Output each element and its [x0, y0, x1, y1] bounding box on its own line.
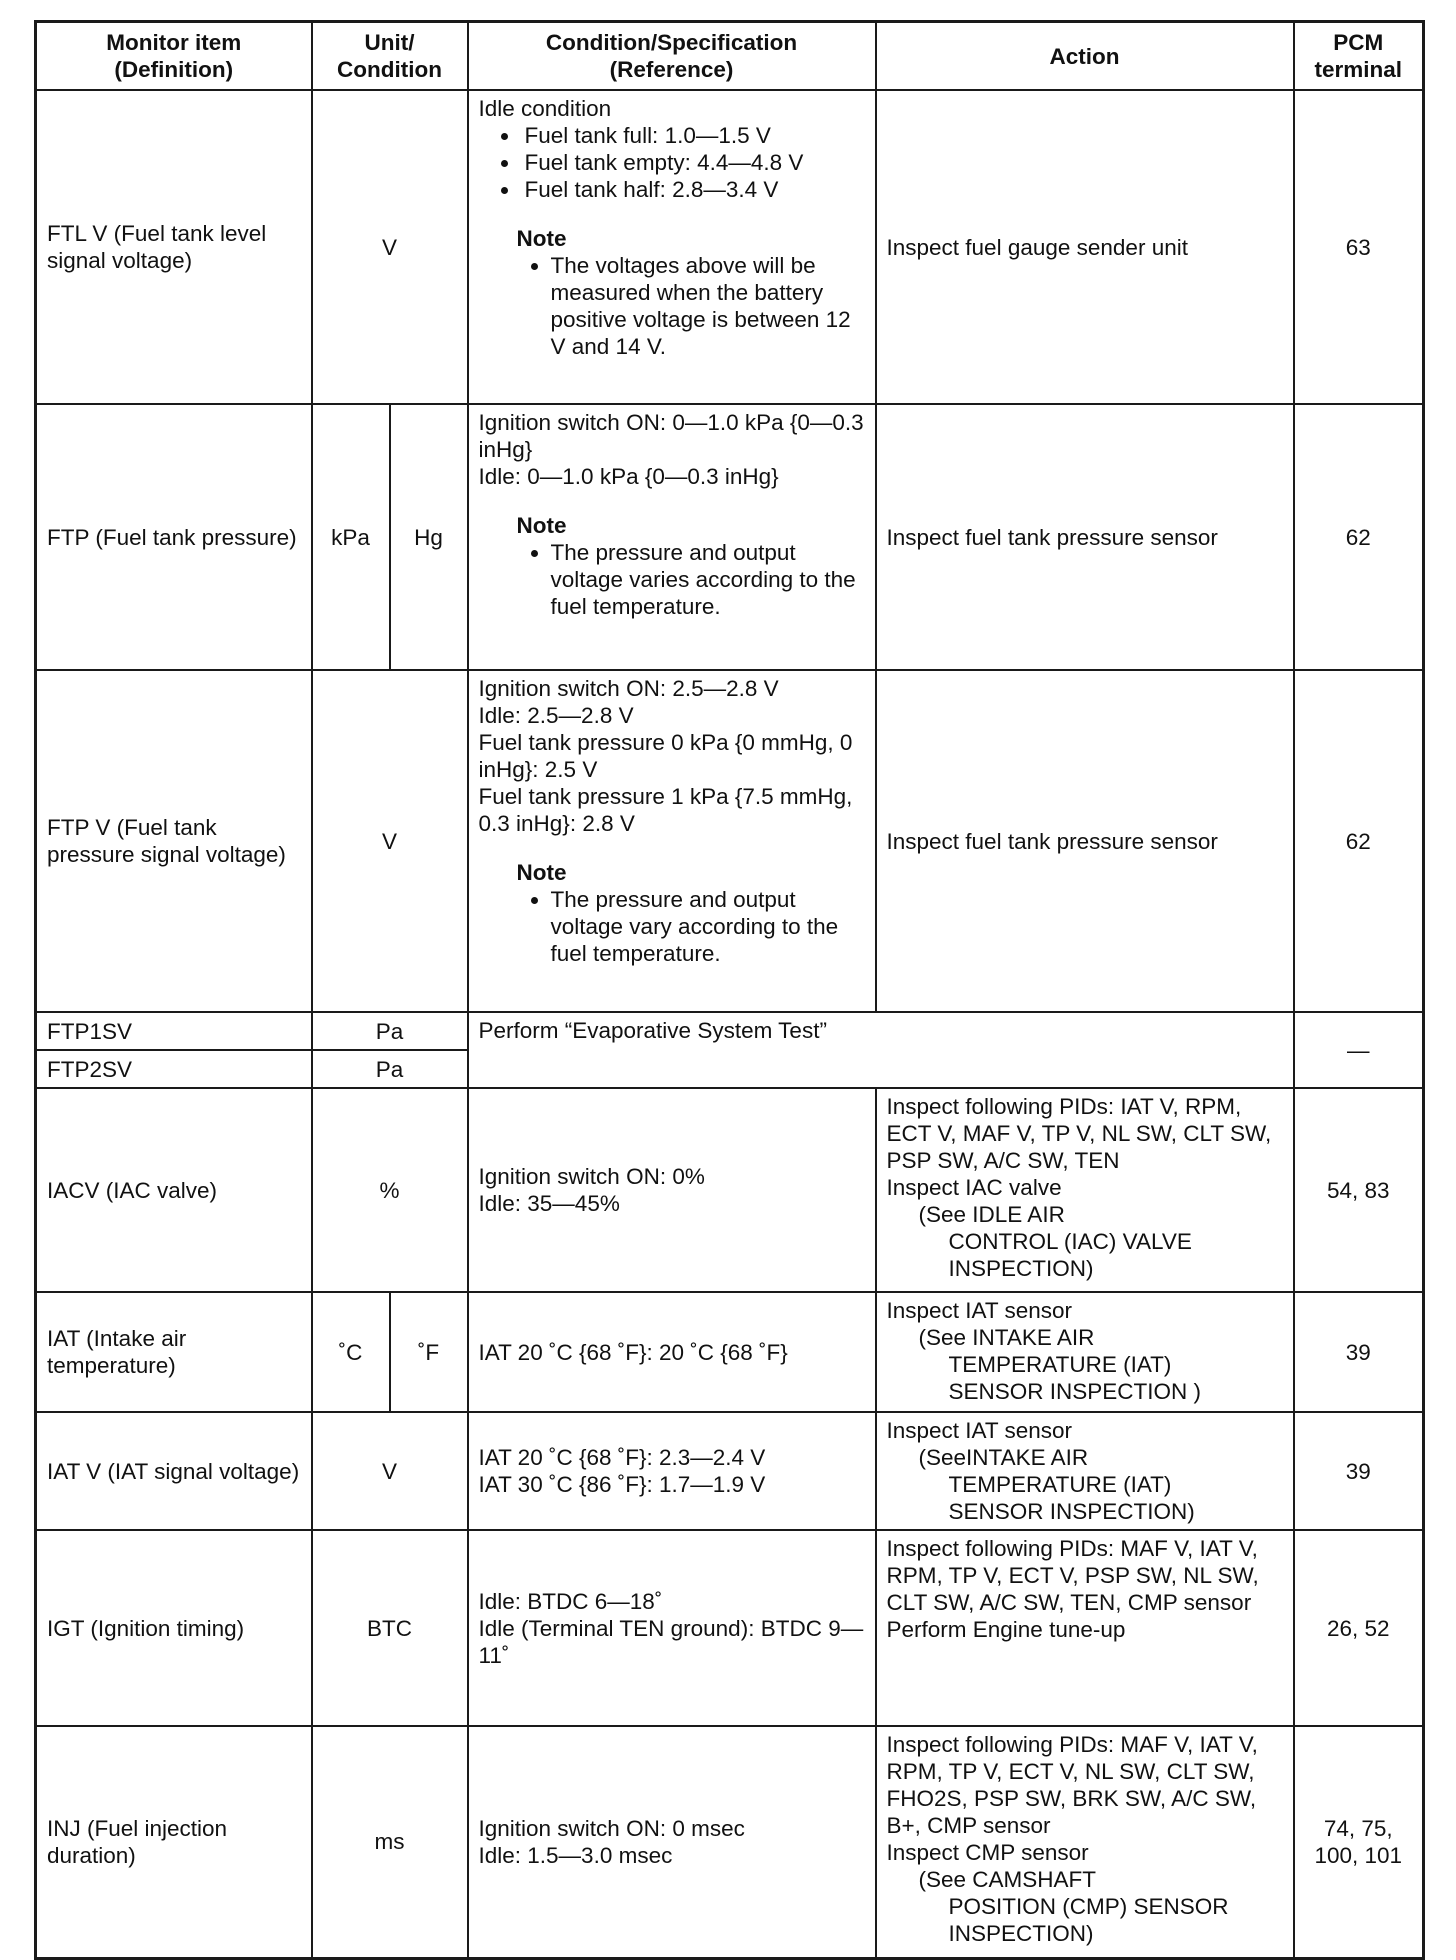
monitor-item: IGT (Ignition timing)	[36, 1530, 312, 1726]
condition: IAT 20 ˚C {68 ˚F}: 20 ˚C {68 ˚F}	[468, 1292, 876, 1412]
unit: V	[312, 670, 468, 1012]
table-row	[36, 1088, 1424, 1292]
condition: IAT 20 ˚C {68 ˚F}: 2.3—2.4 V IAT 30 ˚C {86 ˚F}: 1.7—1.9 V	[468, 1412, 876, 1530]
unit: Pa	[312, 1012, 468, 1050]
monitor-item: IACV (IAC valve)	[36, 1088, 312, 1292]
monitor-item: IAT (Intake air temperature)	[36, 1292, 312, 1412]
pcm-terminal: 62	[1294, 670, 1424, 1012]
note-label: Note	[516, 226, 567, 251]
header-condition: Condition/Specification (Reference)	[468, 22, 876, 91]
table-row	[36, 404, 1424, 670]
table-row	[36, 1530, 1424, 1726]
header-row	[36, 22, 1424, 91]
pcm-terminal: 62	[1294, 404, 1424, 670]
condition: Ignition switch ON: 0% Idle: 35—45%	[468, 1088, 876, 1292]
header-action: Action	[876, 22, 1294, 91]
condition: Ignition switch ON: 0—1.0 kPa {0—0.3 inHg} Idle: 0—1.0 kPa {0—0.3 inHg} Note • The pressure and output voltage varies according to the fuel temperature.	[468, 404, 876, 670]
table-row	[36, 670, 1424, 1012]
unit-primary: kPa	[312, 404, 390, 670]
condition: Ignition switch ON: 2.5—2.8 V Idle: 2.5—2.8 V Fuel tank pressure 0 kPa {0 mmHg, 0 inHg}: 2.5 V Fuel tank pressure 1 kPa {7.5 mmHg, 0.3 inHg}: 2.8 V Note • The pressure and output voltage vary according to the fuel temperature.	[468, 670, 876, 1012]
monitor-item: FTP1SV	[36, 1012, 312, 1050]
header-pcm-terminal: PCM terminal	[1294, 22, 1424, 91]
action: Inspect fuel tank pressure sensor	[876, 670, 1294, 1012]
header-unit: Unit/ Condition	[312, 22, 468, 91]
table-row	[36, 90, 1424, 404]
monitor-item: FTP V (Fuel tank pressure signal voltage)	[36, 670, 312, 1012]
action: Inspect following PIDs: MAF V, IAT V, RPM, TP V, ECT V, PSP SW, NL SW, CLT SW, A/C SW, TEN, CMP sensor Perform Engine tune-up	[876, 1530, 1294, 1726]
action: Inspect following PIDs: MAF V, IAT V, RPM, TP V, ECT V, NL SW, CLT SW, FHO2S, PSP SW, BRK SW, A/C SW, B+, CMP sensor Inspect CMP sensor (See CAMSHAFT POSITION (CMP) SENSOR INSPECTION)	[876, 1726, 1294, 1958]
pcm-terminal: 54, 83	[1294, 1088, 1424, 1292]
note-text: • The pressure and output voltage vary according to the fuel temperature.	[551, 886, 865, 967]
condition: Ignition switch ON: 0 msec Idle: 1.5—3.0 msec	[468, 1726, 876, 1958]
table-row	[36, 1292, 1424, 1412]
action: Inspect following PIDs: IAT V, RPM, ECT V, MAF V, TP V, NL SW, CLT SW, PSP SW, A/C SW, TEN Inspect IAC valve (See IDLE AIR CONTROL (IAC) VALVE INSPECTION)	[876, 1088, 1294, 1292]
monitor-spec-table	[34, 20, 1425, 1960]
condition: Idle: BTDC 6—18˚ Idle (Terminal TEN ground): BTDC 9—11˚	[468, 1530, 876, 1726]
header-monitor-item: Monitor item (Definition)	[36, 22, 312, 91]
action: Inspect IAT sensor (SeeINTAKE AIR TEMPERATURE (IAT) SENSOR INSPECTION)	[876, 1412, 1294, 1530]
monitor-item: IAT V (IAT signal voltage)	[36, 1412, 312, 1530]
pcm-terminal: 74, 75, 100, 101	[1294, 1726, 1424, 1958]
monitor-item: FTP2SV	[36, 1050, 312, 1088]
action: Inspect fuel gauge sender unit	[876, 90, 1294, 404]
unit: V	[312, 1412, 468, 1530]
table-row	[36, 1726, 1424, 1958]
unit: BTC	[312, 1530, 468, 1726]
action: Inspect fuel tank pressure sensor	[876, 404, 1294, 670]
monitor-item: INJ (Fuel injection duration)	[36, 1726, 312, 1958]
table-row	[36, 1012, 1424, 1050]
unit-primary: ˚C	[312, 1292, 390, 1412]
note-text: • The pressure and output voltage varies according to the fuel temperature.	[551, 539, 865, 620]
monitor-item: FTP (Fuel tank pressure)	[36, 404, 312, 670]
pcm-terminal: 39	[1294, 1292, 1424, 1412]
unit: ms	[312, 1726, 468, 1958]
table-row	[36, 1412, 1424, 1530]
unit: V	[312, 90, 468, 404]
note-label: Note	[516, 513, 567, 538]
pcm-terminal: 63	[1294, 90, 1424, 404]
condition: Idle condition • Fuel tank full: 1.0—1.5 V • Fuel tank empty: 4.4—4.8 V • Fuel tank half: 2.8—3.4 V Note • The voltages above will be measured when the battery positive voltage is between 12 V and 14 V.	[468, 90, 876, 404]
unit-secondary: ˚F	[390, 1292, 468, 1412]
pcm-terminal: 26, 52	[1294, 1530, 1424, 1726]
monitor-item: FTL V (Fuel tank level signal voltage)	[36, 90, 312, 404]
note-text: • The voltages above will be measured when the battery positive voltage is between 12 V and 14 V.	[551, 252, 865, 360]
condition-action-merged: Perform “Evaporative System Test”	[468, 1012, 1294, 1088]
pcm-terminal: —	[1294, 1012, 1424, 1088]
unit-secondary: Hg	[390, 404, 468, 670]
note-label: Note	[516, 860, 567, 885]
action: Inspect IAT sensor (See INTAKE AIR TEMPERATURE (IAT) SENSOR INSPECTION )	[876, 1292, 1294, 1412]
unit: Pa	[312, 1050, 468, 1088]
pcm-terminal: 39	[1294, 1412, 1424, 1530]
unit: %	[312, 1088, 468, 1292]
